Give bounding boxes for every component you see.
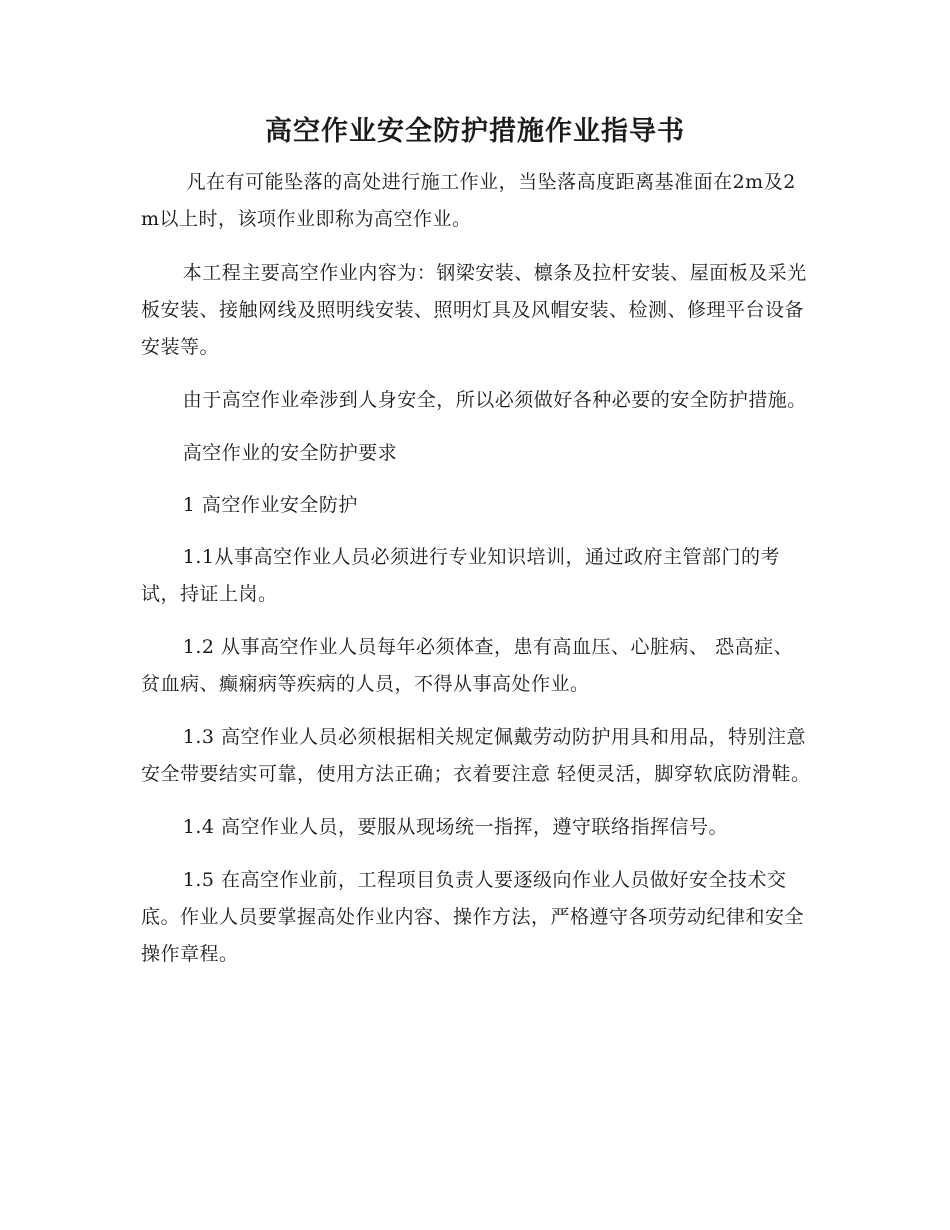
document-title: 高空作业安全防护措施作业指导书 xyxy=(265,116,685,147)
paragraph-definition: 凡在有可能坠落的高处进行施工作业，当坠落高度距离基准面在2m及2m以上时，该项作业即称为高空作业。 xyxy=(141,171,796,230)
clause-1-5: 1.5 在高空作业前，工程项目负责人要逐级向作业人员做好安全技术交底。作业人员要掌握高处作业内容、操作方法，严格遵守各项劳动纪律和安全操作章程。 xyxy=(141,869,805,965)
section-heading-requirements: 高空作业的安全防护要求 xyxy=(182,442,398,464)
paragraph-necessity: 由于高空作业牵涉到人身安全，所以必须做好各种必要的安全防护措施。 xyxy=(182,389,807,411)
clause-1-3: 1.3 高空作业人员必须根据相关规定佩戴劳动防护用具和用品，特别注意安全带要结实可靠，使用方法正确；衣着要注意 轻便灵活，脚穿软底防滑鞋。 xyxy=(141,726,811,785)
section-heading-1: 1 高空作业安全防护 xyxy=(182,494,358,516)
document-body xyxy=(141,164,811,989)
clause-1-1: 1.1从事高空作业人员必须进行专业知识培训，通过政府主管部门的考试，持证上岗。 xyxy=(141,546,781,605)
clause-1-4: 1.4 高空作业人员，要服从现场统一指挥，遵守联络指挥信号。 xyxy=(182,816,729,838)
clause-1-2: 1.2 从事高空作业人员每年必须体查，患有高血压、心脏病、 恐高症、贫血病、癫痫病等疾病的人员，不得从事高处作业。 xyxy=(141,636,794,695)
paragraph-scope: 本工程主要高空作业内容为：钢梁安装、檩条及拉杆安装、屋面板及采光板安装、接触网线及照明线安装、照明灯具及风帽安装、检测、修理平台设备安装等。 xyxy=(141,262,807,358)
